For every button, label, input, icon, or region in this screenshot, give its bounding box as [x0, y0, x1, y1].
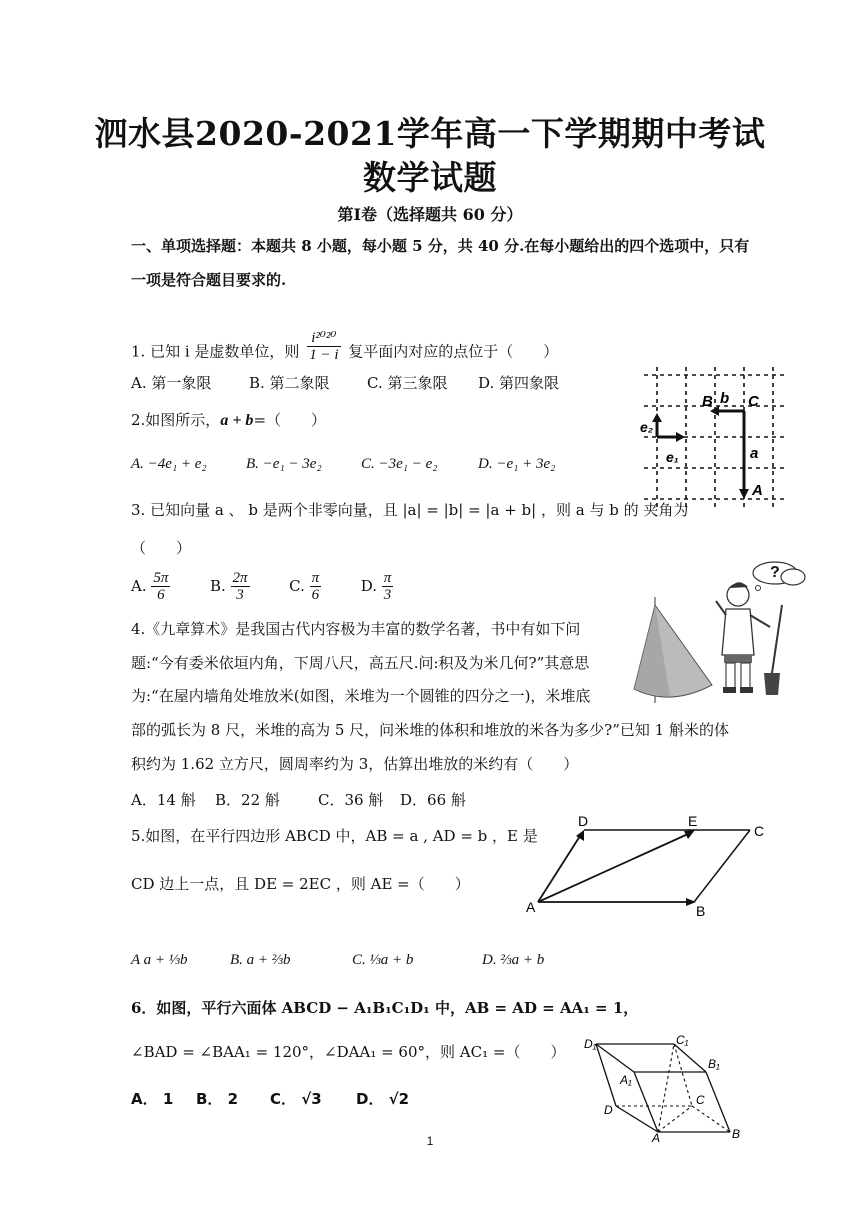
- volume-heading: 第Ⅰ卷（选择题共 60 分）: [337, 205, 523, 224]
- q5-stem-line2: CD 边上一点，且 DE = 2EC ，则 AE =（ ）: [131, 875, 470, 893]
- q3-stem-line1: 3. 已知向量 a 、 b 是两个非零向量，且 |a| = |b| = |a + b| ，则 a 与 b 的 夹角为: [131, 501, 689, 519]
- q3-option-a-frac: $\frac{5\pi}{6}$: [153, 570, 169, 603]
- q4-thought-cloud: [753, 562, 805, 591]
- q4-stem-line1: 4.《九章算术》是我国古代内容极为丰富的数学名著，书中有如下问: [131, 620, 581, 638]
- q3-stem-line2: （ ）: [131, 539, 192, 557]
- q5-fig-label-B: B: [696, 903, 706, 919]
- q2-stem: [131, 410, 326, 431]
- q2-fig-label-B: B: [702, 393, 713, 410]
- q4-person-figure: [716, 582, 782, 695]
- q6-option-b: B． 2: [196, 1090, 239, 1108]
- q2-fig-label-A: A: [752, 482, 763, 499]
- q4-option-a: A．14 斛: [131, 791, 196, 809]
- q2-option-a: A. −4e₁ + e₂: [131, 456, 207, 472]
- q6-fig-label-D: D: [604, 1103, 613, 1117]
- q3-options: [131, 570, 393, 603]
- q1-fraction: [307, 330, 340, 363]
- q2-text-before: 2.如图所示，: [131, 411, 221, 429]
- exam-title-line2: 数学试题: [363, 158, 497, 197]
- q6-option-c: C． √3: [270, 1090, 322, 1108]
- q6-fig-label-A: A: [652, 1131, 661, 1144]
- q6-stem-line1: 6．如图，平行六面体 ABCD − A₁B₁C₁D₁ 中，AB = AD = AA₁ = 1，: [131, 999, 639, 1017]
- q2-fig-label-b: b: [720, 390, 730, 407]
- q1-text-after: 复平面内对应的点位于（ ）: [348, 342, 559, 361]
- q2-option-b: B. −e₁ − 3e₂: [246, 456, 322, 472]
- q3-option-c-frac: $\frac{\pi}{6}$: [311, 570, 320, 603]
- q5-option-d: D. ⅔a + b: [482, 952, 545, 968]
- q2-vector-grid-figure: [640, 365, 790, 513]
- section1-intro-line2: 一项是符合题目要求的.: [131, 271, 287, 289]
- q3-option-d: D. $\frac{\pi}{3}$: [360, 570, 392, 603]
- q1-stem: [131, 330, 559, 369]
- q1-option-a: A. 第一象限: [131, 374, 212, 392]
- q4-stem-line2: 题:“今有委米依垣内角，下周八尺，高五尺.问:积及为米几何?”其意思: [131, 654, 590, 672]
- q5-fig-label-C: C: [754, 823, 765, 839]
- section1-intro-line1: 一、单项选择题：本题共 8 小题，每小题 5 分，共 40 分.在每小题给出的四个选项中，只有: [131, 237, 750, 255]
- q6-option-a: A． 1: [131, 1090, 174, 1108]
- q4-option-d: D．66 斛: [400, 791, 466, 809]
- q1-option-d: D. 第四象限: [478, 374, 560, 392]
- q6-fig-label-C1: C₁: [676, 1033, 689, 1047]
- q2-expr: a + b: [220, 412, 254, 429]
- q6-fig-label-B: B: [732, 1127, 741, 1141]
- q1-denominator: 1 − i: [309, 347, 339, 363]
- q2-fig-label-a: a: [750, 445, 759, 462]
- q4-stem-line3: 为:“在屋内墙角处堆放米(如图，米堆为一个圆锥的四分之一)，米堆底: [131, 687, 591, 705]
- q5-fig-label-A: A: [526, 899, 536, 915]
- q6-parallelepiped-figure: [582, 1032, 752, 1144]
- q1-option-c: C. 第三象限: [367, 374, 448, 392]
- q5-option-c: C. ⅓a + b: [352, 952, 414, 968]
- q2-fig-label-e2: e₂: [640, 419, 654, 435]
- q6-option-d: D． √2: [356, 1090, 410, 1108]
- q6-fig-label-C: C: [696, 1093, 705, 1107]
- q3-option-b: B. $\frac{2\pi}{3}$: [209, 570, 248, 603]
- q6-fig-label-D1: D₁: [584, 1037, 597, 1051]
- q2-option-c: C. −3e₁ − e₂: [361, 456, 438, 472]
- q3-option-d-frac: $\frac{\pi}{3}$: [383, 570, 392, 603]
- svg-text:?: ?: [770, 564, 780, 581]
- q3-option-c: C. $\frac{\pi}{6}$: [289, 570, 320, 603]
- q1-option-b: B. 第二象限: [249, 374, 330, 392]
- q3-option-b-frac: $\frac{2\pi}{3}$: [232, 570, 248, 603]
- q6-fig-label-A1: A₁: [620, 1073, 632, 1087]
- q2-text-after: =（ ）: [253, 411, 327, 429]
- q3-option-a: A. $\frac{5\pi}{6}$: [131, 570, 169, 603]
- q5-fig-label-E: E: [688, 813, 698, 829]
- q4-option-c: C．36 斛: [318, 791, 384, 809]
- q2-option-d: D. −e₁ + 3e₂: [478, 456, 556, 472]
- q4-stem-line4: 部的弧长为 8 尺，米堆的高为 5 尺，问米堆的体积和堆放的米各为多少?”已知 1 斛米的体: [131, 721, 729, 739]
- q6-fig-label-B1: B₁: [708, 1057, 720, 1071]
- q4-option-b: B．22 斛: [215, 791, 280, 809]
- q5-stem-line1: 5.如图，在平行四边形 ABCD 中，AB = a , AD = b ，E 是: [131, 827, 538, 845]
- q4-stem-line5: 积约为 1.62 立方尺，圆周率约为 3，估算出堆放的米约有（ ）: [131, 755, 579, 773]
- q2-fig-label-e1: e₁: [666, 449, 679, 465]
- q5-option-a: A a + ⅓b: [131, 952, 188, 968]
- q4-rice-pile-illustration: [630, 555, 810, 705]
- q6-stem-line2: ∠BAD = ∠BAA₁ = 120°，∠DAA₁ = 60°，则 AC₁ =（ ）: [131, 1043, 566, 1061]
- q5-option-b: B. a + ⅔b: [230, 952, 291, 968]
- q5-fig-label-D: D: [578, 813, 589, 829]
- q5-parallelogram-figure: [522, 810, 772, 922]
- q1-numerator: i²⁰²⁰: [307, 330, 340, 347]
- exam-title-line1: 泗水县2020-2021学年高一下学期期中考试: [94, 114, 766, 153]
- q1-text-before: 1. 已知 i 是虚数单位，则: [131, 342, 300, 361]
- page-number: 1: [426, 1134, 434, 1148]
- q2-fig-label-C: C: [748, 393, 759, 410]
